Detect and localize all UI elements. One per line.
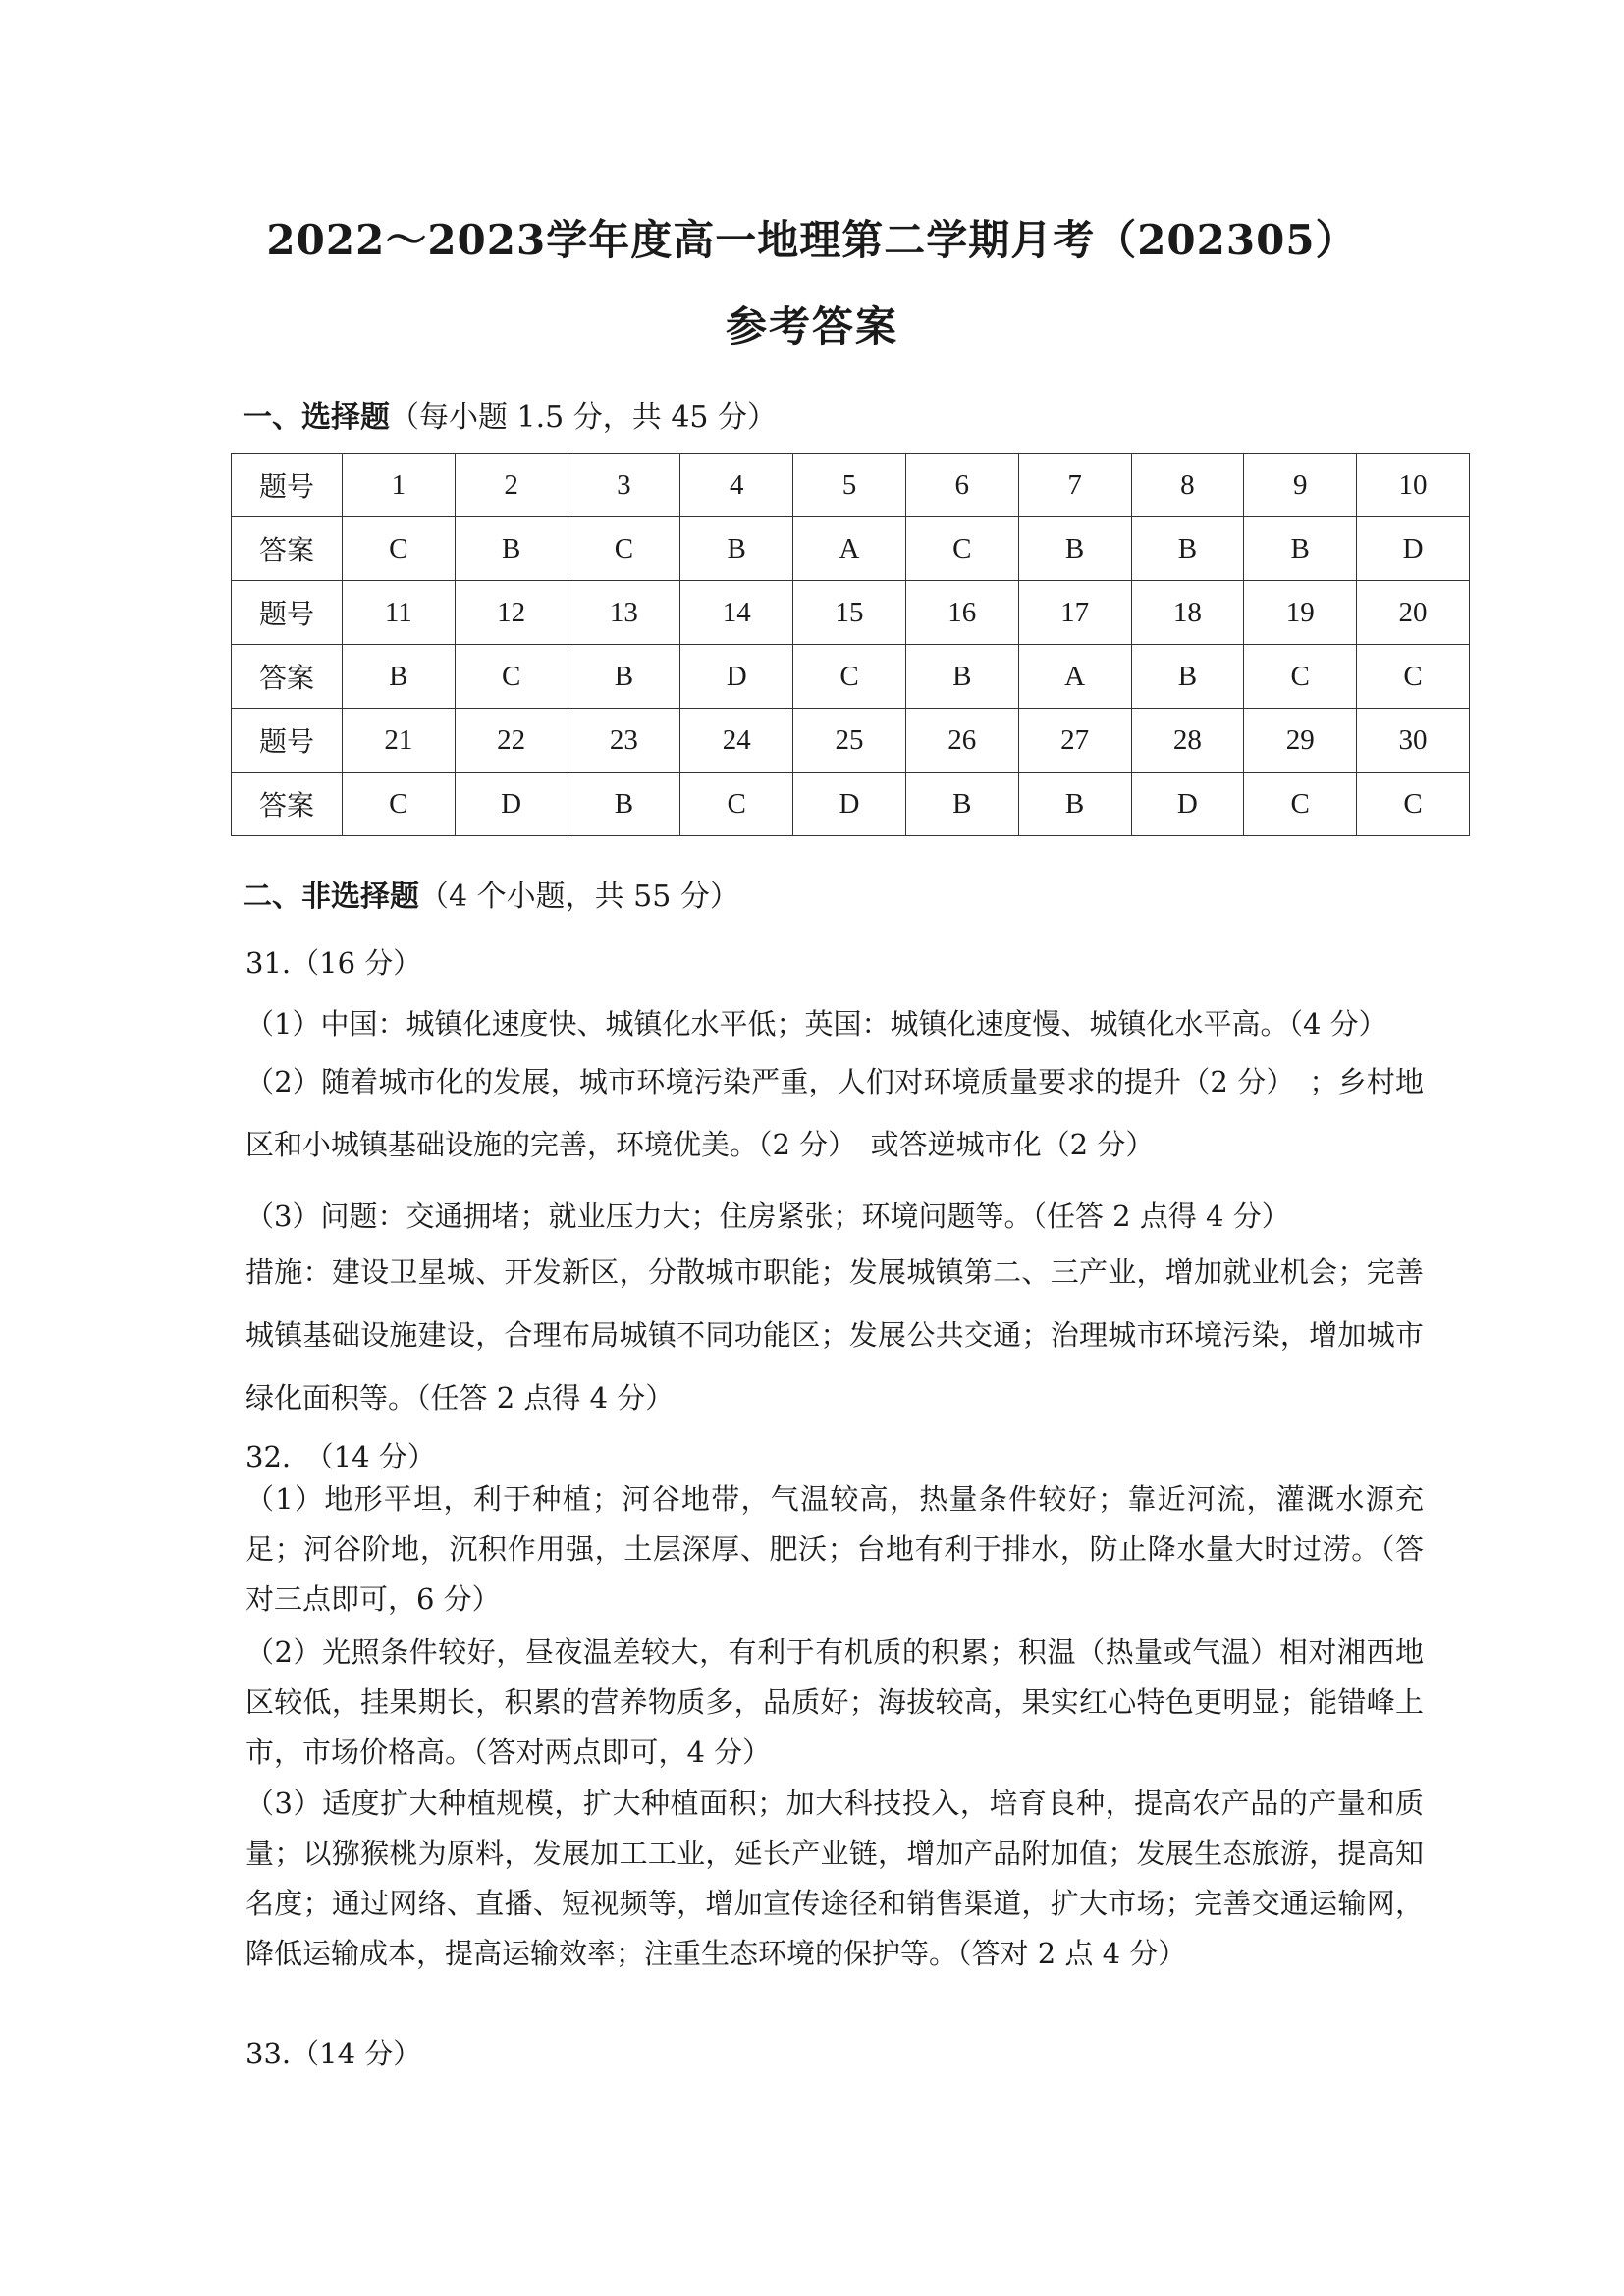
table-row <box>232 454 1470 517</box>
table-cell: 16 <box>905 581 1018 645</box>
table-cell: 14 <box>680 581 793 645</box>
q31-part2: （2）随着城市化的发展，城市环境污染严重，人们对环境质量要求的提升（2 分） ；乡村地区和小城镇基础设施的完善，环境优美。（2 分） 或答逆城市化（2 分） <box>245 1065 1424 1161</box>
table-cell: 13 <box>568 581 680 645</box>
table-cell: D <box>793 773 906 836</box>
table-cell: B <box>1244 517 1357 581</box>
table-cell: B <box>568 773 680 836</box>
page-title: 2022～2023学年度高一地理第二学期月考（202305） <box>266 216 1358 264</box>
table-cell: D <box>1131 773 1244 836</box>
table-cell: C <box>568 517 680 581</box>
section-title: 二、非选择题 <box>243 880 419 914</box>
table-cell: C <box>905 517 1018 581</box>
row-label: 题号 <box>232 454 343 517</box>
table-cell: C <box>455 645 568 709</box>
table-cell: D <box>1357 517 1470 581</box>
table-cell: 22 <box>455 709 568 773</box>
table-cell: C <box>1357 645 1470 709</box>
table-cell: D <box>455 773 568 836</box>
table-cell: 6 <box>905 454 1018 517</box>
section-title: 一、选择题 <box>243 400 390 435</box>
table-cell: 23 <box>568 709 680 773</box>
q32-part1: （1）地形平坦，利于种植；河谷地带，气温较高，热量条件较好；靠近河流，灌溉水源充足；河谷阶地，沉积作用强，土层深厚、肥沃；台地有利于排水，防止降水量大时过涝。（答对三点即可，6 分） <box>245 1482 1424 1616</box>
q31-part3: （3）问题：交通拥堵；就业压力大；住房紧张；环境问题等。（任答 2 点得 4 分） <box>245 1200 1290 1233</box>
table-cell: 27 <box>1018 709 1131 773</box>
table-cell: 5 <box>793 454 906 517</box>
table-cell: C <box>342 517 455 581</box>
table-cell: 30 <box>1357 709 1470 773</box>
table-cell: 24 <box>680 709 793 773</box>
table-cell: 28 <box>1131 709 1244 773</box>
q32-heading: 32. （14 分） <box>245 1440 436 1473</box>
q31-part1: （1）中国：城镇化速度快、城镇化水平低；英国：城镇化速度慢、城镇化水平高。（4 分） <box>245 1007 1387 1041</box>
table-cell: 25 <box>793 709 906 773</box>
table-cell: 3 <box>568 454 680 517</box>
table-cell: C <box>1357 773 1470 836</box>
table-cell: D <box>680 645 793 709</box>
table-cell: 26 <box>905 709 1018 773</box>
table-cell: 4 <box>680 454 793 517</box>
table-cell: B <box>905 773 1018 836</box>
table-cell: C <box>680 773 793 836</box>
table-cell: C <box>342 773 455 836</box>
table-row <box>232 709 1470 773</box>
row-label: 答案 <box>232 517 343 581</box>
table-row <box>232 645 1470 709</box>
q32-part2: （2）光照条件较好，昼夜温差较大，有利于有机质的积累；积温（热量或气温）相对湘西地区较低，挂果期长，积累的营养物质多，品质好；海拔较高，果实红心特色更明显；能错峰上市，市场价格高。（答对两点即可，4 分） <box>245 1635 1424 1769</box>
table-cell: C <box>1244 773 1357 836</box>
table-cell: 11 <box>342 581 455 645</box>
table-cell: B <box>342 645 455 709</box>
table-cell: B <box>680 517 793 581</box>
table-cell: 17 <box>1018 581 1131 645</box>
table-cell: 15 <box>793 581 906 645</box>
table-cell: C <box>793 645 906 709</box>
answer-table <box>231 453 1470 836</box>
row-label: 题号 <box>232 581 343 645</box>
q31-heading: 31.（16 分） <box>245 946 422 980</box>
table-cell: B <box>455 517 568 581</box>
table-cell: B <box>568 645 680 709</box>
section-note: （每小题 1.5 分，共 45 分） <box>390 400 778 435</box>
table-cell: B <box>1131 517 1244 581</box>
table-cell: B <box>1131 645 1244 709</box>
table-cell: 20 <box>1357 581 1470 645</box>
q33-heading: 33.（14 分） <box>245 2037 422 2070</box>
table-cell: B <box>1018 773 1131 836</box>
table-cell: 2 <box>455 454 568 517</box>
table-cell: B <box>905 645 1018 709</box>
page-subtitle: 参考答案 <box>725 302 898 350</box>
table-row <box>232 773 1470 836</box>
table-cell: 8 <box>1131 454 1244 517</box>
row-label: 题号 <box>232 709 343 773</box>
q32-part3: （3）适度扩大种植规模，扩大种植面积；加大科技投入，培育良种，提高农产品的产量和质量；以猕猴桃为原料，发展加工工业，延长产业链，增加产品附加值；发展生态旅游，提高知名度；通过网络、直播、短视频等，增加宣传途径和销售渠道，扩大市场；完善交通运输网，降低运输成本，提高运输效率；注重生态环境的保护等。（答对 2 点 4 分） <box>245 1787 1424 1970</box>
section-free-response-heading <box>243 872 739 915</box>
table-cell: 10 <box>1357 454 1470 517</box>
table-cell: 19 <box>1244 581 1357 645</box>
table-cell: 1 <box>342 454 455 517</box>
q31-measures: 措施：建设卫星城、开发新区，分散城市职能；发展城镇第二、三产业，增加就业机会；完善城镇基础设施建设，合理布局城镇不同功能区；发展公共交通；治理城市环境污染，增加城市绿化面积等。（任答 2 点得 4 分） <box>245 1255 1424 1415</box>
table-row <box>232 581 1470 645</box>
section-note: （4 个小题，共 55 分） <box>419 880 739 914</box>
table-cell: 21 <box>342 709 455 773</box>
table-cell: A <box>793 517 906 581</box>
table-cell: 12 <box>455 581 568 645</box>
row-label: 答案 <box>232 645 343 709</box>
table-cell: 9 <box>1244 454 1357 517</box>
row-label: 答案 <box>232 773 343 836</box>
table-cell: 29 <box>1244 709 1357 773</box>
table-cell: B <box>1018 517 1131 581</box>
table-row <box>232 517 1470 581</box>
section-multiple-choice-heading <box>243 393 777 436</box>
table-cell: A <box>1018 645 1131 709</box>
table-cell: C <box>1244 645 1357 709</box>
table-cell: 7 <box>1018 454 1131 517</box>
table-cell: 18 <box>1131 581 1244 645</box>
